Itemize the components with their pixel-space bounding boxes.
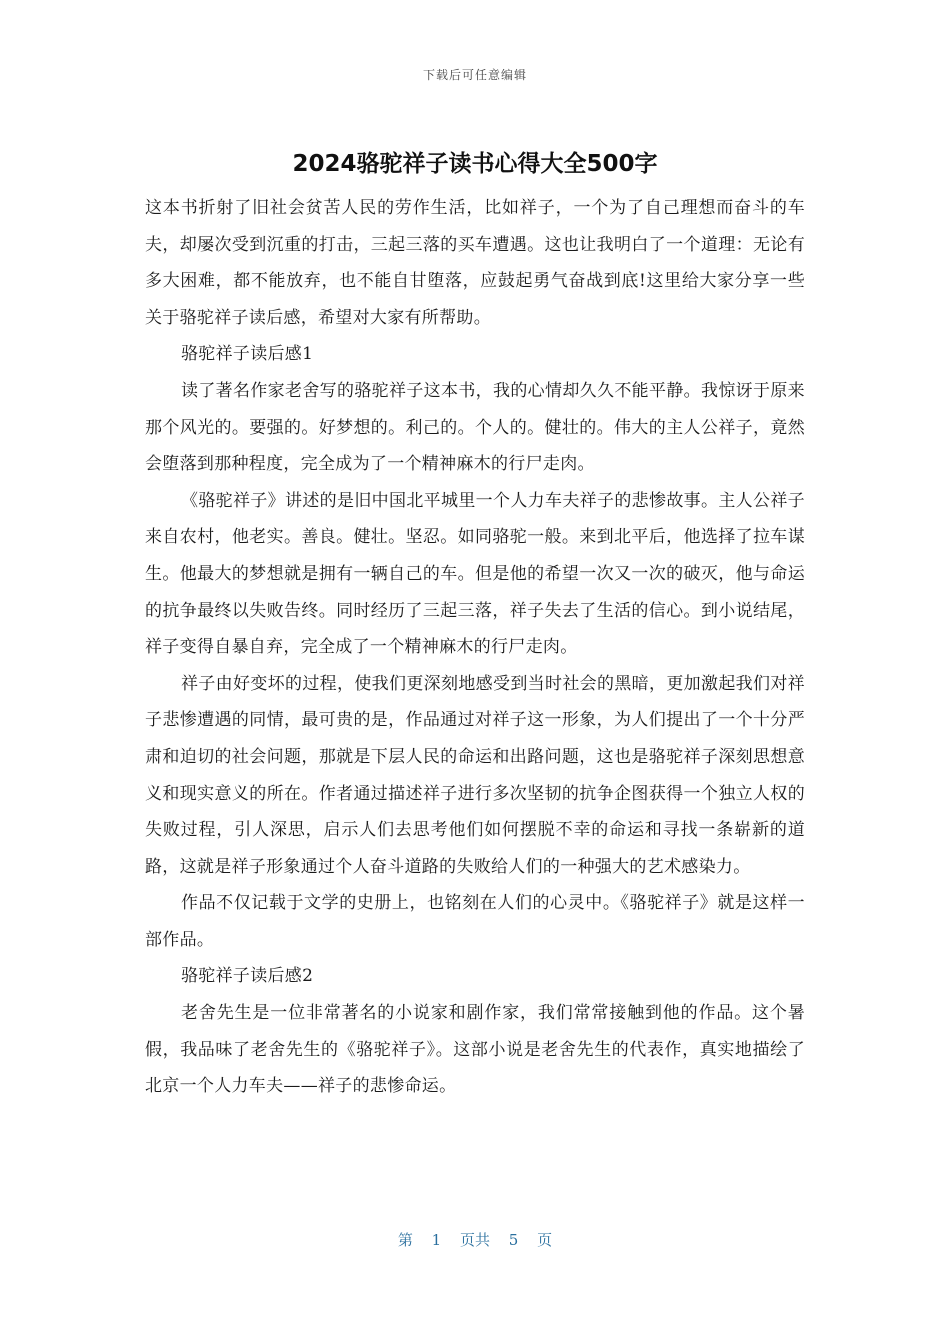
page-footer: 第 1 页共 5 页 <box>397 1231 553 1249</box>
header-note: 下载后可任意编辑 <box>422 68 527 82</box>
document-body <box>145 190 805 1105</box>
paragraph: 读了著名作家老舍写的骆驼祥子这本书，我的心情却久久不能平静。我惊讶于原来那个风光的。要强的。好梦想的。利己的。个人的。健壮的。伟大的主人公祥子，竟然会堕落到那种程度，完全成为了一个精神麻木的行尸走肉。 <box>145 380 805 475</box>
paragraph: 《骆驼祥子》讲述的是旧中国北平城里一个人力车夫祥子的悲惨故事。主人公祥子来自农村，他老实。善良。健壮。坚忍。如同骆驼一般。来到北平后，他选择了拉车谋生。他最大的梦想就是拥有一辆自己的车。但是他的希望一次又一次的破灭，他与命运的抗争最终以失败告终。同时经历了三起三落，祥子失去了生活的信心。到小说结尾，祥子变得自暴自弃，完全成了一个精神麻木的行尸走肉。 <box>145 490 805 658</box>
paragraph: 作品不仅记载于文学的史册上，也铭刻在人们的心灵中。《骆驼祥子》就是这样一部作品。 <box>145 893 805 950</box>
document-title: 2024骆驼祥子读书心得大全500字 <box>292 151 658 177</box>
paragraph: 老舍先生是一位非常著名的小说家和剧作家，我们常常接触到他的作品。这个暑假，我品味了老舍先生的《骆驼祥子》。这部小说是老舍先生的代表作，真实地描绘了北京一个人力车夫——祥子的悲惨命运。 <box>145 1003 805 1097</box>
intro-paragraph: 这本书折射了旧社会贫苦人民的劳作生活，比如祥子，一个为了自己理想而奋斗的车夫，却屡次受到沉重的打击，三起三落的买车遭遇。这也让我明白了一个道理：无论有多大困难，都不能放弃，也不能自甘堕落，应鼓起勇气奋战到底!这里给大家分享一些关于骆驼祥子读后感，希望对大家有所帮助。 <box>145 198 805 328</box>
section-heading: 骆驼祥子读后感1 <box>181 344 314 365</box>
section-heading: 骆驼祥子读后感2 <box>181 966 314 987</box>
paragraph: 祥子由好变坏的过程，使我们更深刻地感受到当时社会的黑暗，更加激起我们对祥子悲惨遭遇的同情，最可贵的是，作品通过对祥子这一形象，为人们提出了一个十分严肃和迫切的社会问题，那就是下层人民的命运和出路问题，这也是骆驼祥子深刻思想意义和现实意义的所在。作者通过描述祥子进行多次坚韧的抗争企图获得一个独立人权的失败过程，引人深思，启示人们去思考他们如何摆脱不幸的命运和寻找一条崭新的道路，这就是祥子形象通过个人奋斗道路的失败给人们的一种强大的艺术感染力。 <box>145 673 805 877</box>
